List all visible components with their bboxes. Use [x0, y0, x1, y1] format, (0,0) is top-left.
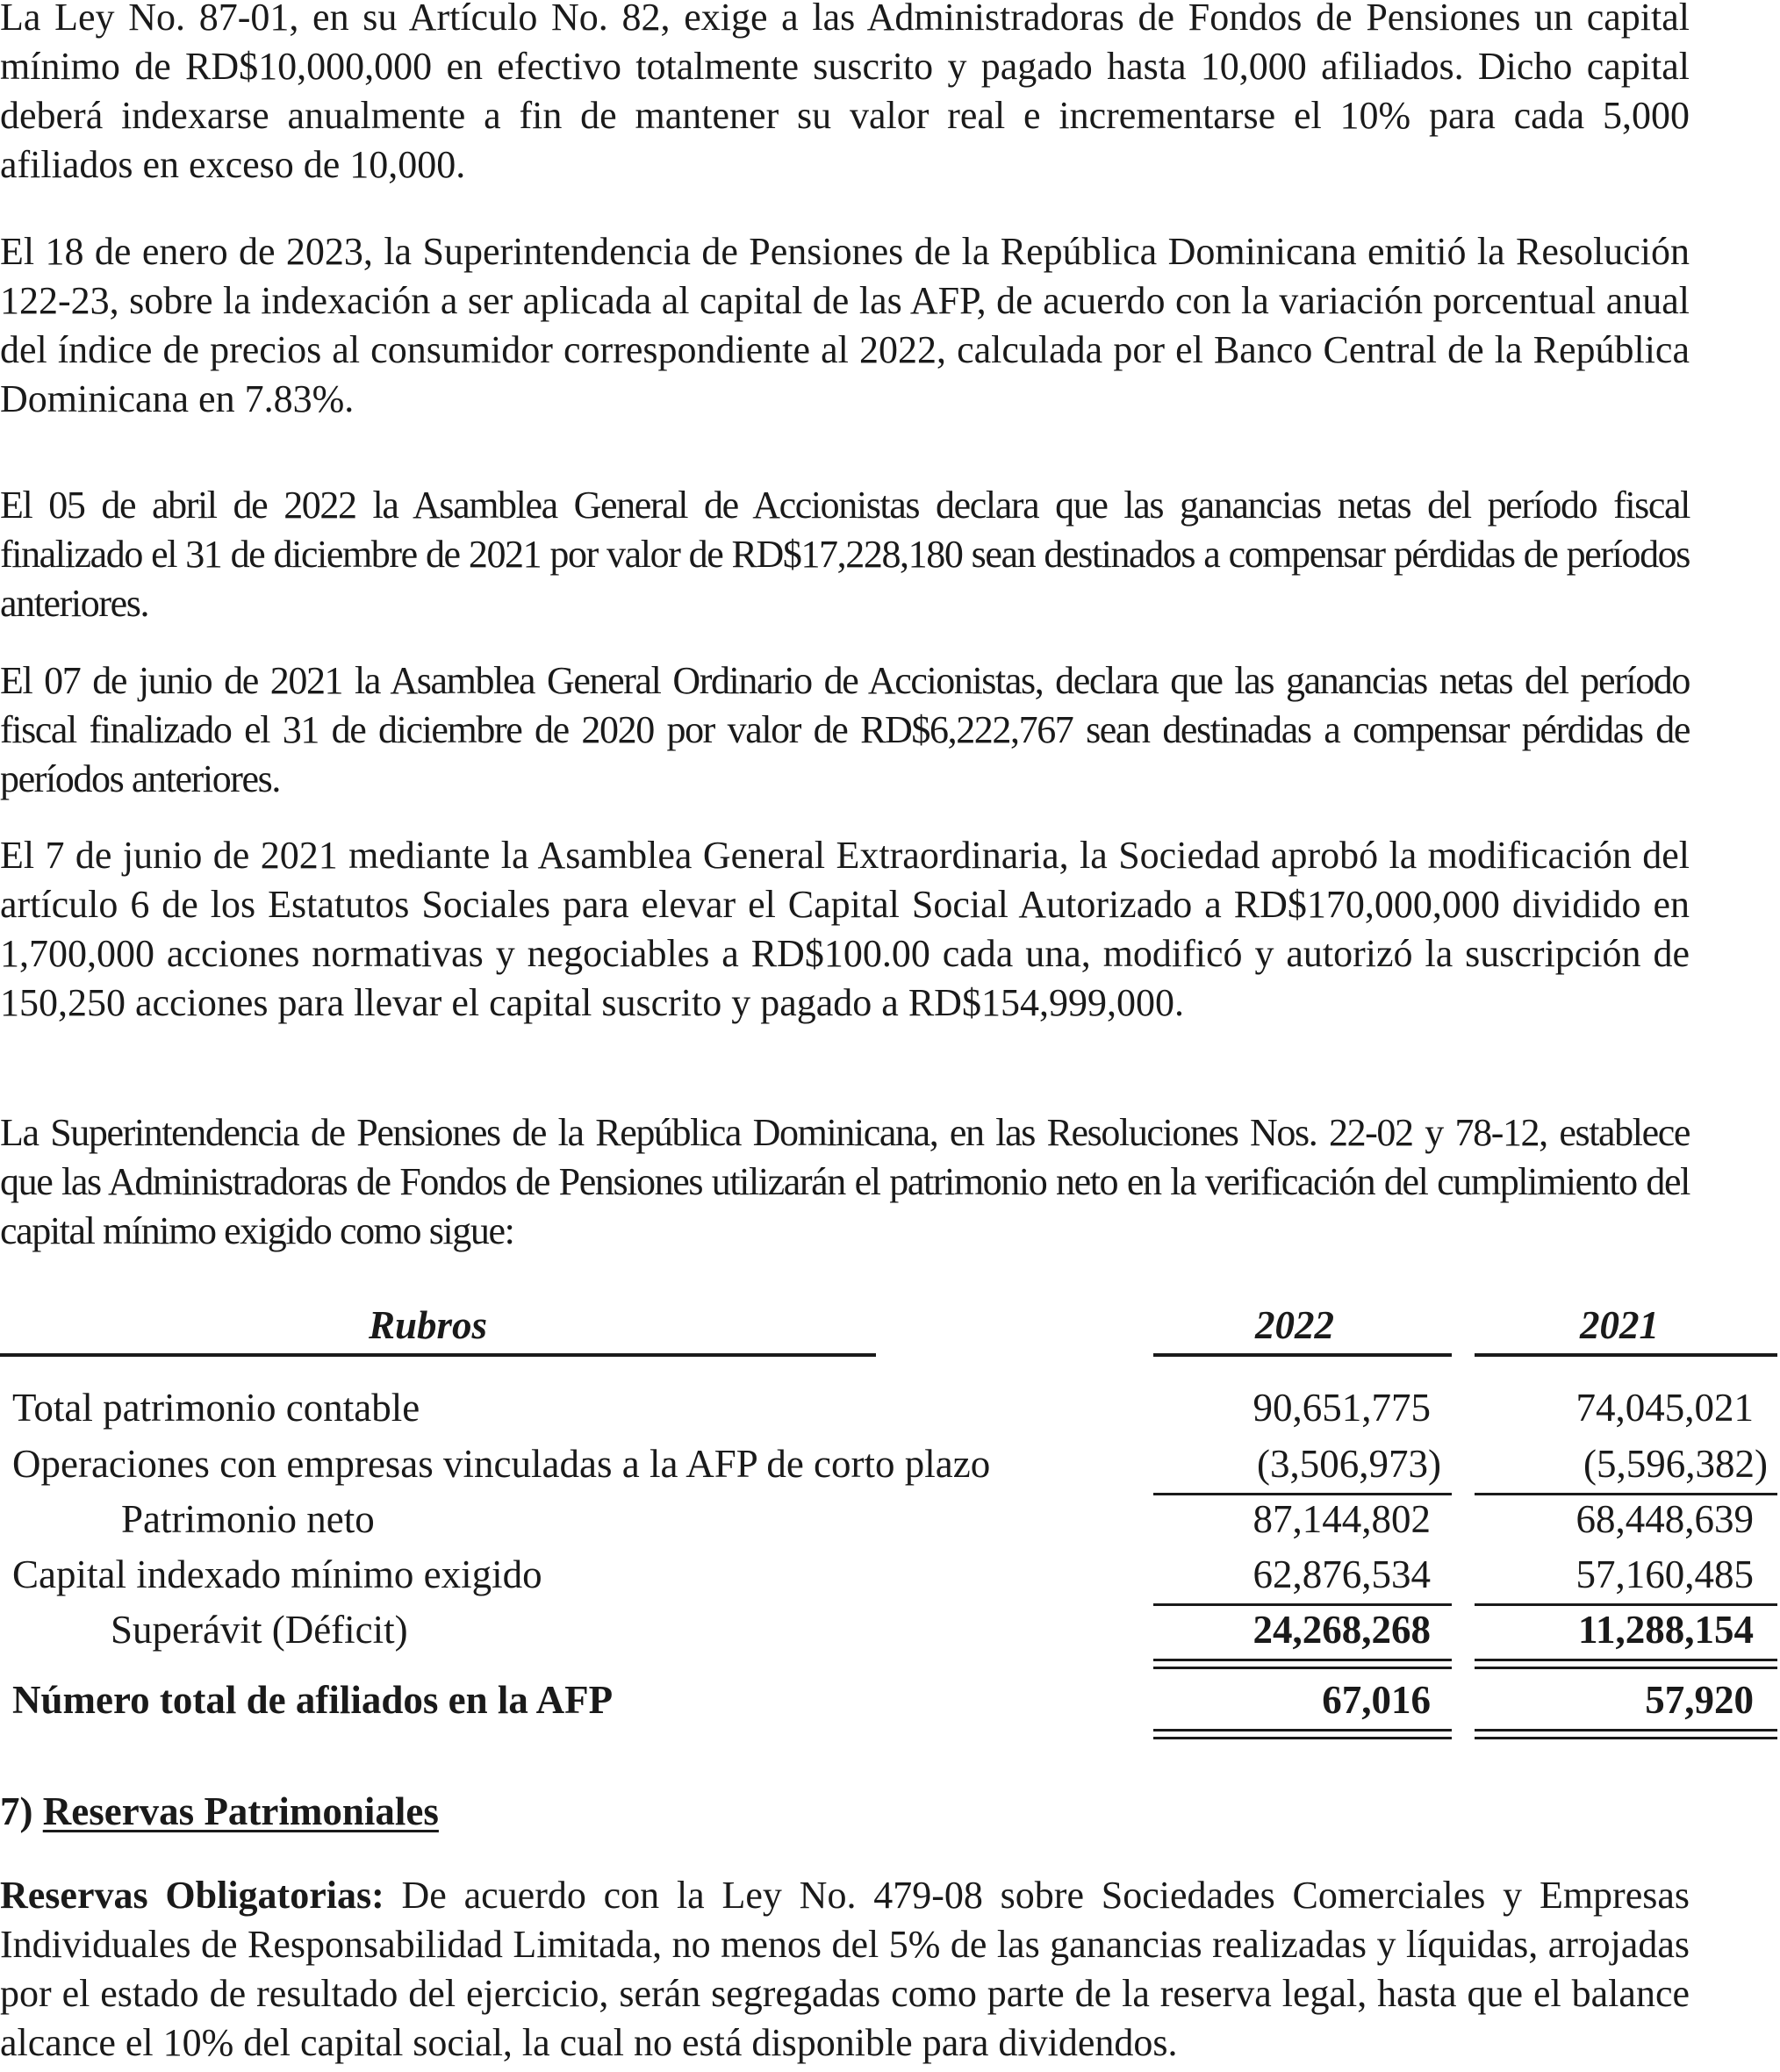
paragraph-resoluciones-22-02-78-12: La Superintendencia de Pensiones de la República Dominicana, en las Resoluciones Nos. 22-02 y 78-12, establece que las Administradoras de Fondos de Pensiones utilizarán el patrimonio neto en la verificación del cumplimiento del capital mínimo exigido como sigue: — [0, 1111, 1690, 1252]
row-value-2021: 68,448,639 — [1575, 1497, 1754, 1541]
reservas-label: Reservas Obligatorias: — [0, 1874, 384, 1917]
row-value-2022: 87,144,802 — [1252, 1497, 1431, 1541]
header-rubros: Rubros — [369, 1303, 488, 1347]
paragraph-asamblea-2022: El 05 de abril de 2022 la Asamblea General de Accionistas declara que las ganancias netas del período fiscal finalizado el 31 de diciembre de 2021 por valor de RD$17,228,180 sean destinados a compensar pérdidas de períodos anteriores. — [0, 484, 1690, 625]
header-underline-rubros — [0, 1353, 876, 1357]
final-double-rule-top-2022 — [1153, 1729, 1452, 1731]
row-label-total-afiliados: Número total de afiliados en la AFP — [12, 1678, 614, 1722]
double-rule-top-2021 — [1475, 1659, 1777, 1661]
row-value-2021: 11,288,154 — [1577, 1608, 1754, 1652]
paragraph-ley-87-01: La Ley No. 87-01, en su Artículo No. 82, exige a las Administradoras de Fondos de Pensiones un capital mínimo de RD$10,000,000 en efectivo totalmente suscrito y pagado hasta 10,000 afiliados. Dicho capital deberá indexarse anualmente a fin de mantener su valor real e incrementarse el 10% para cada 5,000 afiliados en exceso de 10,000. — [0, 0, 1690, 186]
header-underline-2022 — [1153, 1353, 1452, 1357]
row-value-2022: 24,268,268 — [1252, 1608, 1431, 1652]
row-value-2021: 57,160,485 — [1575, 1552, 1754, 1596]
double-rule-bottom-2022 — [1153, 1667, 1452, 1669]
final-double-rule-bottom-2021 — [1475, 1737, 1777, 1739]
reservas-text: De acuerdo con la Ley No. 479-08 sobre Sociedades Comerciales y Empresas Individuales de Responsabilidad Limitada, no menos del 5% de las ganancias realizadas y líquidas, arrojadas por el estado de resultado del ejercicio, serán segregadas como parte de la reserva legal, hasta que el balance alcance el 10% del capital social, la cual no está disponible para dividendos. — [0, 1874, 1690, 2064]
row-value-2022: (3,506,973) — [1257, 1442, 1441, 1486]
section-7-heading — [0, 1787, 439, 1836]
final-double-rule-top-2021 — [1475, 1729, 1777, 1731]
double-rule-bottom-2021 — [1475, 1667, 1777, 1669]
row-label: Superávit (Déficit) — [111, 1608, 408, 1652]
paragraph-resolucion-122-23: El 18 de enero de 2023, la Superintendencia de Pensiones de la República Dominicana emitió la Resolución 122-23, sobre la indexación a ser aplicada al capital de las AFP, de acuerdo con la variación porcentual anual del índice de precios al consumidor correspondiente al 2022, calculada por el Banco Central de la República Dominicana en 7.83%. — [0, 230, 1690, 420]
paragraph-asamblea-2021-ordinaria: El 07 de junio de 2021 la Asamblea General Ordinario de Accionistas, declara que las ganancias netas del período fiscal finalizado el 31 de diciembre de 2020 por valor de RD$6,222,767 sean destinadas a compensar pérdidas de períodos anteriores. — [0, 659, 1690, 800]
final-double-rule-bottom-2022 — [1153, 1737, 1452, 1739]
header-underline-2021 — [1475, 1353, 1777, 1357]
section-title: Reservas Patrimoniales — [42, 1789, 439, 1833]
double-rule-top-2022 — [1153, 1659, 1452, 1661]
row-value-2022: 62,876,534 — [1252, 1552, 1431, 1596]
row-value-2021: (5,596,382) — [1583, 1442, 1768, 1486]
row-value-2022: 67,016 — [1322, 1678, 1431, 1722]
row-label: Patrimonio neto — [121, 1497, 375, 1541]
row-value-2022: 90,651,775 — [1252, 1386, 1431, 1430]
paragraph-reservas-obligatorias — [0, 1871, 1690, 2068]
row-value-2021: 57,920 — [1645, 1678, 1754, 1722]
paragraph-asamblea-2021-extraordinaria: El 7 de junio de 2021 mediante la Asamblea General Extraordinaria, la Sociedad aprobó la modificación del artículo 6 de los Estatutos Sociales para elevar el Capital Social Autorizado a RD$170,000,000 dividido en 1,700,000 acciones normativas y negociables a RD$100.00 cada una, modificó y autorizó la suscripción de 150,250 acciones para llevar el capital suscrito y pagado a RD$154,999,000. — [0, 834, 1690, 1024]
row-value-2021: 74,045,021 — [1575, 1386, 1754, 1430]
header-2021: 2021 — [1580, 1303, 1659, 1347]
row-label: Capital indexado mínimo exigido — [12, 1552, 542, 1596]
row-label: Total patrimonio contable — [12, 1386, 420, 1430]
row-label: Operaciones con empresas vinculadas a la AFP de corto plazo — [12, 1442, 991, 1486]
header-2022: 2022 — [1255, 1303, 1334, 1347]
section-number: 7) — [0, 1789, 33, 1833]
